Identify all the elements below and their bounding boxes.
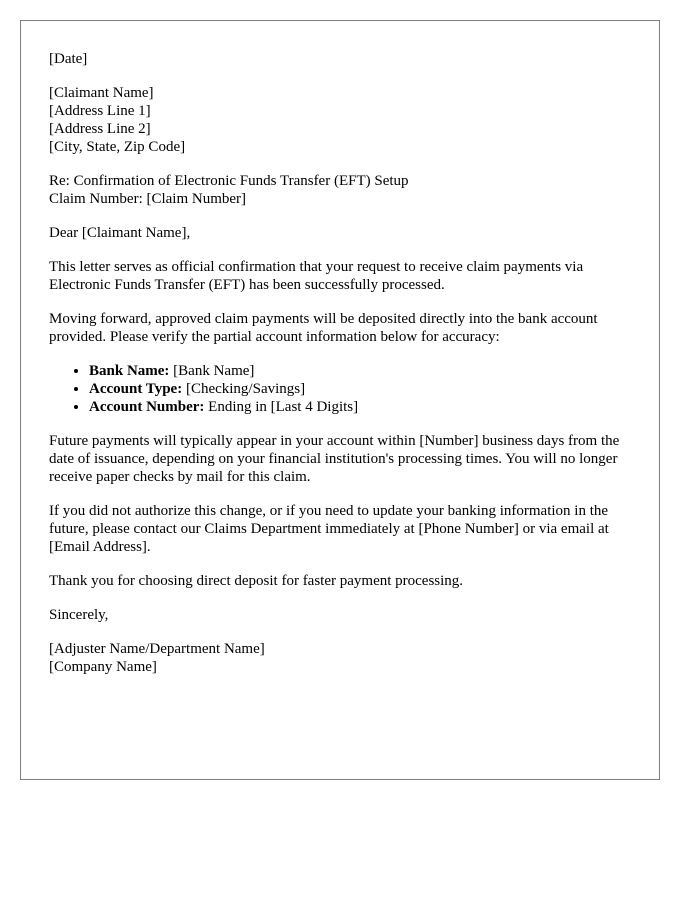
account-type-label: Account Type: — [89, 381, 183, 397]
account-number-value: Ending in [Last 4 Digits] — [208, 399, 359, 415]
paragraph-deposit-info: Moving forward, approved claim payments will be deposited directly into the bank account provided. Please verify the partial account information below for accuracy: — [49, 311, 598, 345]
signature-company: [Company Name] — [49, 659, 157, 675]
closing: Sincerely, — [49, 607, 109, 623]
letter-body — [49, 50, 639, 692]
paragraph-contact: If you did not authorize this change, or if you need to update your banking information in the future, please contact our Claims Department immediately at [Phone Number] or via email at [Email Address]. — [49, 503, 609, 555]
account-details-list — [49, 362, 639, 416]
claim-number-line: Claim Number: [Claim Number] — [49, 191, 247, 207]
paragraph-thanks: Thank you for choosing direct deposit for faster payment processing. — [49, 573, 464, 589]
list-item — [89, 398, 639, 416]
reference-block — [49, 172, 639, 208]
salutation: Dear [Claimant Name], — [49, 225, 191, 241]
signature-block — [49, 640, 639, 676]
recipient-city-state-zip: [City, State, Zip Code] — [49, 139, 186, 155]
recipient-address-line-1: [Address Line 1] — [49, 103, 151, 119]
bank-name-label: Bank Name: — [89, 363, 170, 379]
signature-name: [Adjuster Name/Department Name] — [49, 641, 265, 657]
list-item — [89, 380, 639, 398]
letter-date: [Date] — [49, 51, 88, 67]
date-line — [49, 50, 639, 68]
account-type-value: [Checking/Savings] — [185, 381, 306, 397]
account-number-label: Account Number: — [89, 399, 205, 415]
list-item — [89, 362, 639, 380]
recipient-address-line-2: [Address Line 2] — [49, 121, 151, 137]
bank-name-value: [Bank Name] — [173, 363, 255, 379]
recipient-name: [Claimant Name] — [49, 85, 154, 101]
paragraph-confirmation: This letter serves as official confirmation that your request to receive claim payments via Electronic Funds Transfer (EFT) has been successfully processed. — [49, 259, 584, 293]
paragraph-payment-timing: Future payments will typically appear in your account within [Number] business days from the date of issuance, depending on your financial institution's processing times. You will no longer receive paper checks by mail for this claim. — [49, 433, 620, 485]
recipient-address — [49, 84, 639, 156]
letter-page — [20, 20, 660, 780]
subject-line: Re: Confirmation of Electronic Funds Transfer (EFT) Setup — [49, 173, 409, 189]
